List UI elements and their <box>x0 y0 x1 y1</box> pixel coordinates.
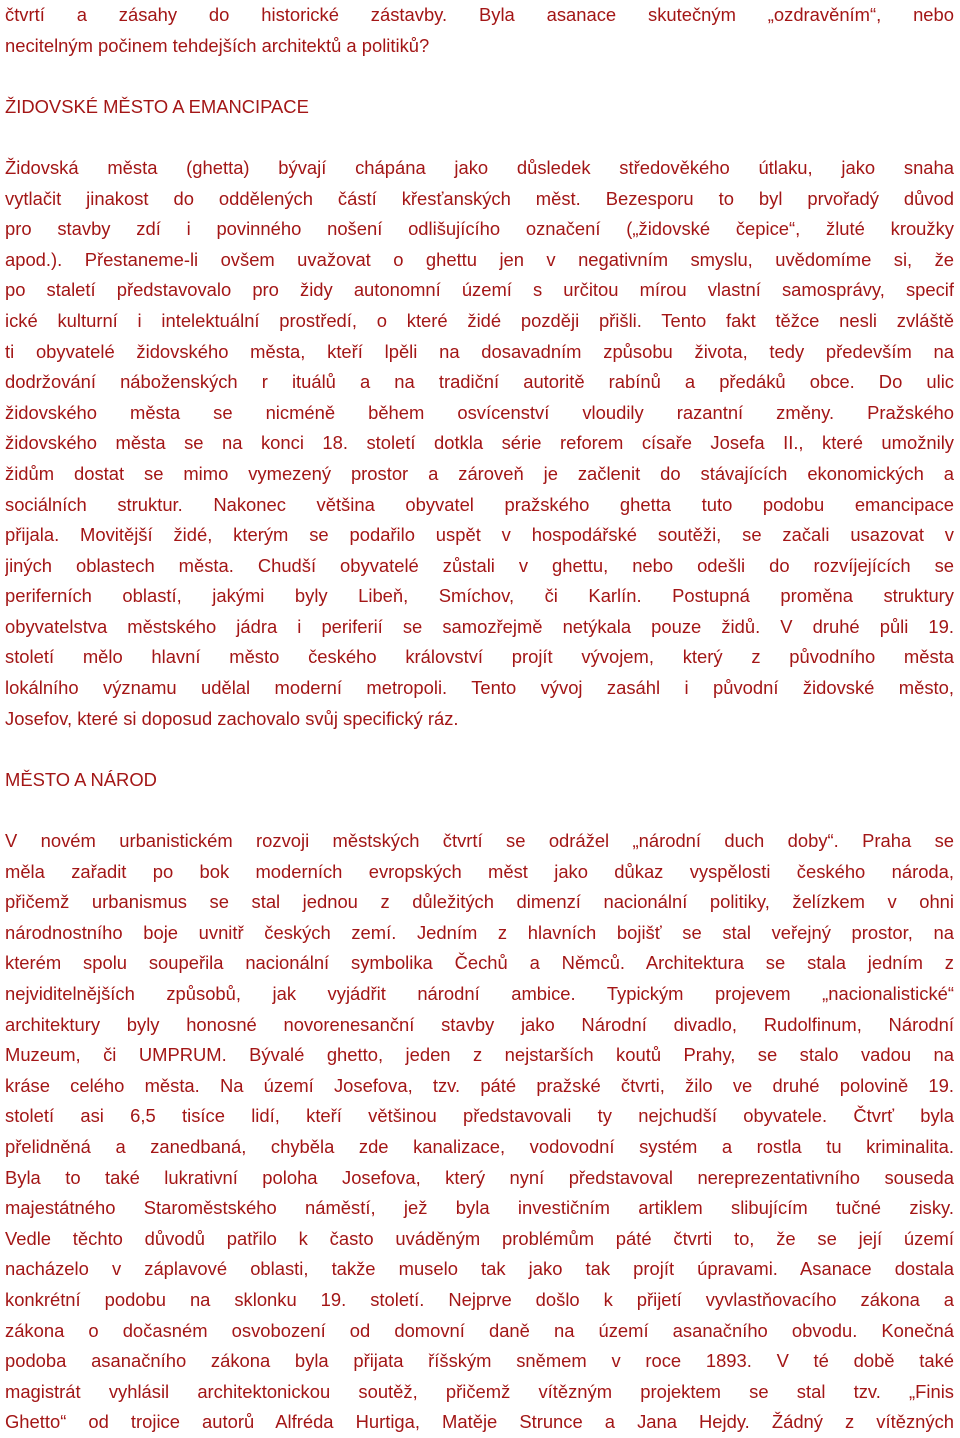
text-line: kráse celého města. Na území Josefova, tzv. páté pražské čtvrti, žilo ve druhé polovině 19. <box>5 1074 954 1096</box>
text-line: zákona o dočasném osvobození od domovní daně na území asanačního obvodu. Konečná <box>5 1319 954 1341</box>
text-line: Vedle těchto důvodů patřilo k často uváděným problémům páté čtvrti to, že se její území <box>5 1227 954 1249</box>
text-line: židovského města se nicméně během osvícenství vloudily razantní změny. Pražského <box>5 401 954 423</box>
text-line: židům dostat se mimo vymezený prostor a zároveň je začlenit do stávajících ekonomických a <box>5 462 954 484</box>
text-line: pro stavby zdí i povinného nošení odlišujícího označení („židovské čepice“, žluté kroužky <box>5 218 954 240</box>
text-line: podoba asanačního zákona byla přijata říšským sněmem v roce 1893. V té době také <box>5 1350 954 1372</box>
paragraph <box>5 826 954 1438</box>
text-line: obyvatelstva městského jádra i periferií se samozřejmě netýkala pouze židů. V druhé půli 19. <box>5 615 954 637</box>
text-line: nacházelo v záplavové oblasti, takže muselo tak jako tak projít úpravami. Asanace dostala <box>5 1258 954 1280</box>
text-line: sociálních struktur. Nakonec většina obyvatel pražského ghetta tuto podobu emancipace <box>5 493 954 515</box>
text-line: Židovská města (ghetta) bývají chápána jako důsledek středověkého útlaku, jako snaha <box>5 156 954 178</box>
text-line: dodržování náboženských r ituálů a na tradiční autoritě rabínů a předáků obce. Do ulic <box>5 371 954 393</box>
paragraph <box>5 153 954 734</box>
paragraph <box>5 0 954 61</box>
text-line: Ghetto“ od trojice autorů Alfréda Hurtiga, Matěje Strunce a Jana Hejdy. Žádný z vítězných <box>5 1411 954 1433</box>
text-line: po staletí představovalo pro židy autonomní území s určitou mírou vlastní samosprávy, specif <box>5 279 954 301</box>
text-line: ické kulturní i intelektuální prostředí, o které židé později přišli. Tento fakt těžce nesli zvláště <box>5 309 954 331</box>
text-line: Byla to také lukrativní poloha Josefova, který nyní představoval nereprezentativního souseda <box>5 1166 954 1188</box>
section-heading: MĚSTO A NÁROD <box>5 768 157 790</box>
text-line: lokálního významu udělal moderní metropoli. Tento vývoj zasáhl i původní židovské město, <box>5 677 954 699</box>
text-line: apod.). Přestaneme-li ovšem uvažovat o ghettu jen v negativním smyslu, uvědomíme si, že <box>5 248 954 270</box>
text-line: přijala. Movitější židé, kterým se podařilo uspět v hospodářské soutěži, se začali usazovat v <box>5 524 954 546</box>
text-line: Muzeum, či UMPRUM. Bývalé ghetto, jeden z nejstarších koutů Prahy, se stalo vadou na <box>5 1044 954 1066</box>
text-line: židovského města se na konci 18. století dotkla série reforem císaře Josefa II., které umožnily <box>5 432 954 454</box>
text-line: magistrát vyhlásil architektonickou soutěž, přičemž vítězným projektem se stal tzv. „Finis <box>5 1380 954 1402</box>
text-line: vytlačit jinakost do oddělených částí křesťanských měst. Bezesporu to byl prvořadý důvod <box>5 187 954 209</box>
text-line: čtvrtí a zásahy do historické zástavby. Byla asanace skutečným „ozdravěním“, nebo <box>5 4 954 25</box>
text-line: architektury byly honosné novorenesanční stavby jako Národní divadlo, Rudolfinum, Národní <box>5 1013 954 1035</box>
section-heading: ŽIDOVSKÉ MĚSTO A EMANCIPACE <box>5 95 309 117</box>
text-line: nejviditelnějších způsobů, jak vyjádřit národní ambice. Typickým projevem „nacionalistické“ <box>5 983 954 1004</box>
text-line: V novém urbanistickém rozvoji městských čtvrtí se odrážel „národní duch doby“. Praha se <box>5 830 954 852</box>
text-line: století asi 6,5 tisíce lidí, kteří většinou představovali ty nejchudší obyvatele. Čtvrť byla <box>5 1105 954 1127</box>
text-line: přelidněná a zanedbaná, chyběla zde kanalizace, vodovodní systém a rostla tu kriminalita. <box>5 1135 954 1157</box>
text-line: periferních oblastí, jakými byly Libeň, Smíchov, či Karlín. Postupná proměna struktury <box>5 585 954 607</box>
text-line: konkrétní podobu na sklonku 19. století. Nejprve došlo k přijetí vyvlastňovacího zákona a <box>5 1288 954 1310</box>
text-line: přičemž urbanismus se stal jednou z důležitých dimenzí nacionální politiky, želízkem v ohni <box>5 891 954 913</box>
text-line: ti obyvatelé židovského města, kteří lpěli na dosavadním způsobu života, tedy především na <box>5 340 954 362</box>
text-line: měla zařadit po bok moderních evropských měst jako důkaz vyspělosti českého národa, <box>5 860 954 882</box>
text-line: Josefov, které si doposud zachovalo svůj specifický ráz. <box>5 707 459 729</box>
text-line: majestátného Staroměstského náměstí, jež byla investičním artiklem slibujícím tučné zisky. <box>5 1197 954 1219</box>
text-line: národnostního boje uvnitř českých zemí. Jedním z hlavních bojišť se stal veřejný prostor, na <box>5 921 954 943</box>
text-line: jiných oblastech města. Chudší obyvatelé zůstali v ghettu, nebo odešli do rozvíjejících se <box>5 554 954 576</box>
text-line: necitelným počinem tehdejších architektů a politiků? <box>5 34 430 56</box>
text-line: kterém spolu soupeřila nacionální symbolika Čechů a Němců. Architektura se stala jedním z <box>5 952 954 974</box>
text-line: století mělo hlavní město českého království projít vývojem, který z původního města <box>5 646 954 668</box>
